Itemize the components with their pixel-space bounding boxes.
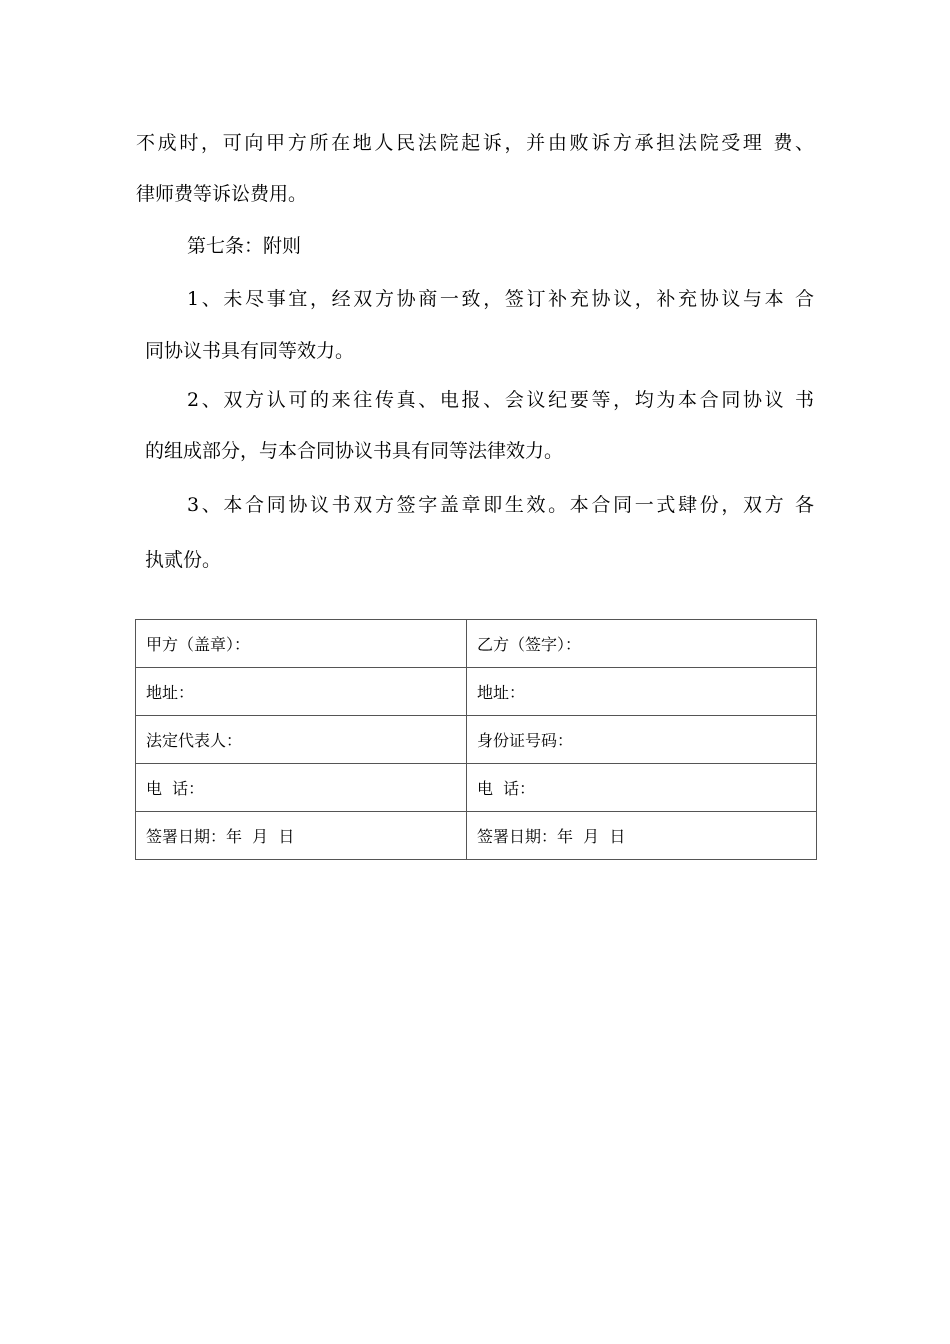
table-row xyxy=(136,812,817,860)
party-b-signature-cell: 乙方（签字）： xyxy=(467,620,817,668)
item-3-line-1: 3、本合同协议书双方签字盖章即生效。本合同一式肆份，双方 各 xyxy=(187,494,814,516)
table-row xyxy=(136,620,817,668)
table-row xyxy=(136,716,817,764)
item-2-line-2: 的组成部分，与本合同协议书具有同等法律效力。 xyxy=(145,440,564,462)
item-1-line-2: 同协议书具有同等效力。 xyxy=(145,340,355,362)
item-3-line-2: 执贰份。 xyxy=(145,549,222,571)
item-1-line-1: 1、未尽事宜，经双方协商一致，签订补充协议，补充协议与本 合 xyxy=(187,288,814,310)
party-a-address-cell: 地址： xyxy=(136,668,467,716)
signature-table xyxy=(135,619,817,860)
table-row xyxy=(136,764,817,812)
party-a-phone-cell: 电 话： xyxy=(136,764,467,812)
party-b-phone-cell: 电 话： xyxy=(467,764,817,812)
party-a-legal-rep-cell: 法定代表人： xyxy=(136,716,467,764)
table-row xyxy=(136,668,817,716)
party-b-address-cell: 地址： xyxy=(467,668,817,716)
article-7-heading: 第七条：附则 xyxy=(187,235,302,257)
clause-6-line-1: 不成时，可向甲方所在地人民法院起诉，并由败诉方承担法院受理 费、 xyxy=(136,132,814,154)
party-a-seal-cell: 甲方（盖章）： xyxy=(136,620,467,668)
clause-6-line-2: 律师费等诉讼费用。 xyxy=(136,183,308,205)
item-2-line-1: 2、双方认可的来往传真、电报、会议纪要等，均为本合同协议 书 xyxy=(187,389,814,411)
party-b-id-number-cell: 身份证号码： xyxy=(467,716,817,764)
party-b-date-cell: 签署日期：年 月 日 xyxy=(467,812,817,860)
party-a-date-cell: 签署日期：年 月 日 xyxy=(136,812,467,860)
